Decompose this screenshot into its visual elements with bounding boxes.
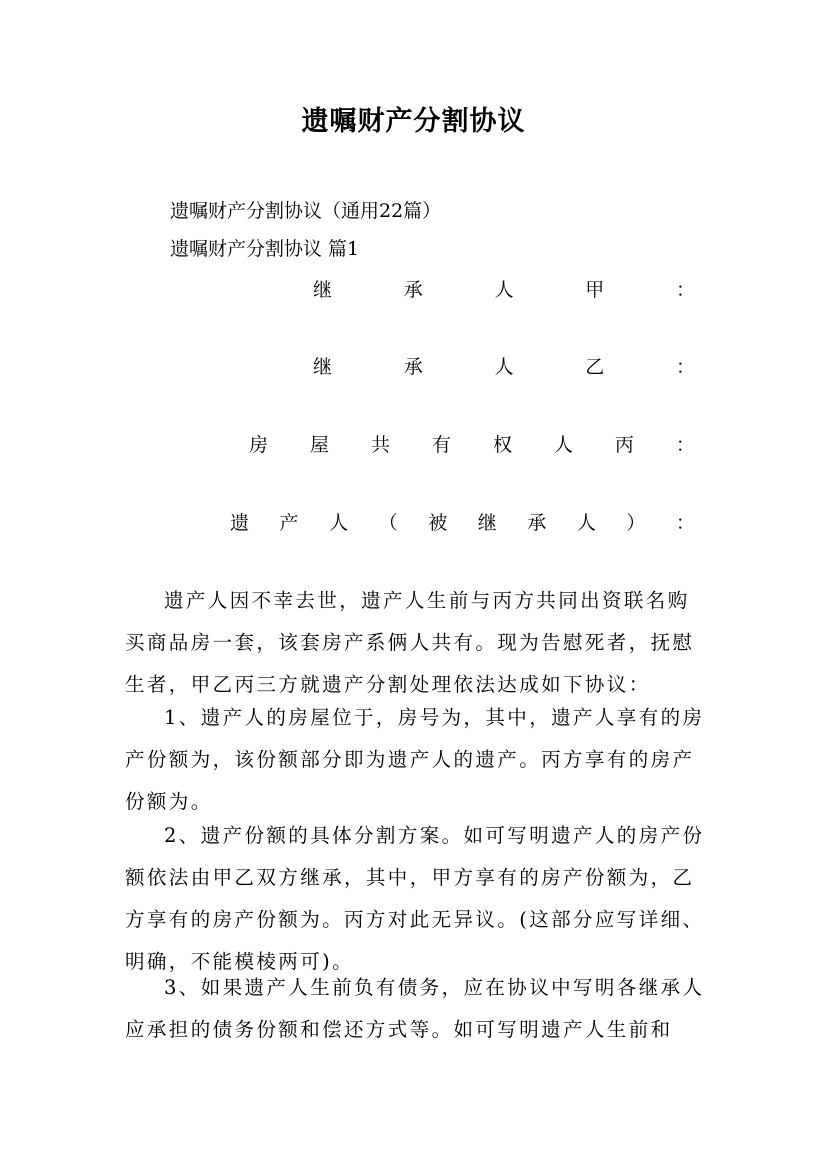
field-char: 继	[477, 512, 497, 534]
field-heir-a	[313, 275, 695, 305]
field-char: 乙	[585, 356, 605, 378]
field-char: 人	[553, 434, 573, 456]
field-colon: ：	[675, 356, 695, 378]
field-char: 房	[249, 434, 269, 456]
field-char: 遗	[230, 512, 250, 534]
field-colon: ：	[675, 279, 695, 301]
field-decedent	[230, 508, 695, 538]
field-char: 人	[494, 279, 514, 301]
field-char: 共	[370, 434, 390, 456]
field-colon: ：	[675, 512, 695, 534]
field-char: 人	[494, 356, 514, 378]
field-char: 人	[576, 512, 596, 534]
field-char: 人	[329, 512, 349, 534]
document-subtitle: 遗嘱财产分割协议（通用22篇）	[170, 200, 442, 222]
field-char: 继	[313, 279, 333, 301]
field-char: 屋	[309, 434, 329, 456]
section-heading: 遗嘱财产分割协议 篇1	[170, 238, 360, 260]
paragraph-clause-1: 1、遗产人的房屋位于，房号为，其中，遗产人享有的房产份额为，该份额部分即为遗产人的遗产。丙方享有的房产份额为。	[125, 706, 705, 813]
field-colon: ：	[675, 434, 695, 456]
field-char: 产	[279, 512, 299, 534]
field-char: 承	[527, 512, 547, 534]
paragraph-intro: 遗产人因不幸去世，遗产人生前与丙方共同出资联名购买商品房一套，该套房产系俩人共有。现为告慰死者，抚慰生者，甲乙丙三方就遗产分割处理依法达成如下协议：	[125, 589, 695, 696]
document-title: 遗嘱财产分割协议	[301, 106, 526, 137]
field-char: 承	[403, 279, 423, 301]
paragraph-clause-2: 2、遗产份额的具体分割方案。如可写明遗产人的房产份额依法由甲乙双方继承，其中，甲方享有的房产份额为，乙方享有的房产份额为。丙方对此无异议。(这部分应写详细、明确，不能模棱两可)。	[125, 824, 705, 973]
field-co-owner-c	[249, 430, 695, 460]
field-heir-b	[313, 352, 695, 382]
field-char: 权	[492, 434, 512, 456]
field-char: 承	[403, 356, 423, 378]
field-char: 被	[428, 512, 448, 534]
field-char: ）	[626, 512, 646, 534]
field-char: 继	[313, 356, 333, 378]
paragraph-clause-3: 3、如果遗产人生前负有债务，应在协议中写明各继承人应承担的债务份额和偿还方式等。如可写明遗产人生前和	[125, 976, 705, 1041]
field-char: 丙	[614, 434, 634, 456]
field-char: 甲	[585, 279, 605, 301]
field-char: 有	[431, 434, 451, 456]
field-char: （	[378, 512, 398, 534]
